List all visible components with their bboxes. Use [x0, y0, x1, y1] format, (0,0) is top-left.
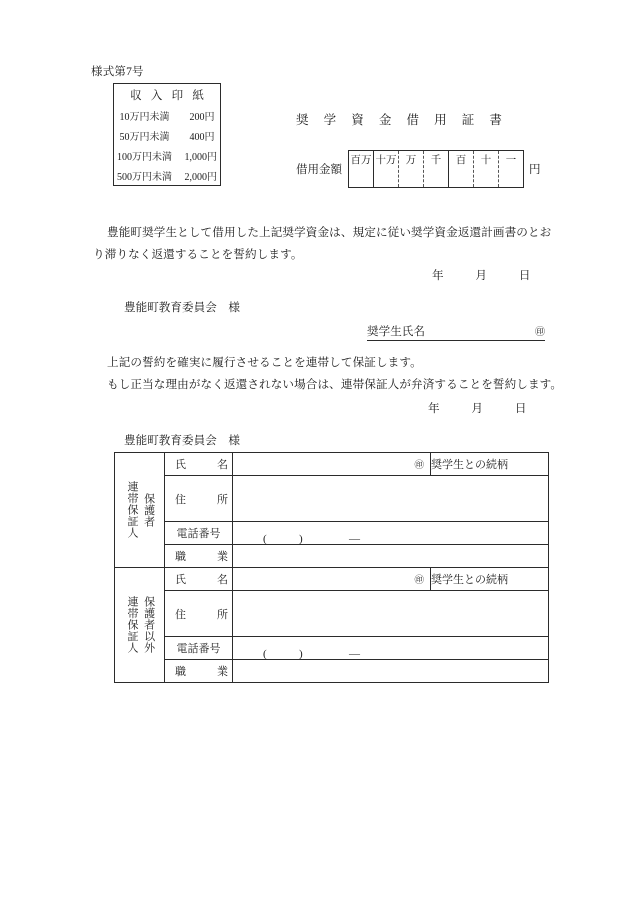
field-label-tel: [165, 637, 233, 660]
yen-suffix: 円: [529, 164, 541, 176]
pledge-text-line1: 豊能町奨学生として借用した上記奨学資金は、規定に従い奨学資金返還計画書のとお: [107, 226, 552, 239]
tel-paren-close: ): [299, 533, 303, 545]
field-label-name-text: 氏 名: [175, 459, 238, 471]
amount-cell-hundred-thousand[interactable]: 十万: [373, 151, 398, 187]
tel-input-2[interactable]: [233, 637, 549, 660]
tel-paren-open: (: [263, 648, 267, 660]
guarantee-text-line2: もし正当な理由がなく返還されない場合は、連帯保証人が弁済することを誓約します。: [107, 378, 563, 391]
amount-cell-million[interactable]: 百万: [350, 155, 372, 166]
field-label-address: [165, 591, 238, 637]
name-input-1[interactable]: [233, 453, 431, 476]
address-input-2[interactable]: [233, 591, 549, 637]
revenue-stamp-header: 収 入 印 紙: [130, 90, 208, 102]
table-row: [115, 660, 549, 683]
pledge-date-day: 日: [518, 269, 531, 282]
stamp-fee-amount: 200円: [189, 111, 215, 123]
field-label-job: [165, 660, 238, 683]
tel-paren-open: (: [263, 533, 267, 545]
loan-amount-label: 借用金額: [296, 164, 342, 176]
amount-cell-hundred[interactable]: 百: [448, 151, 473, 187]
table-row: [115, 568, 549, 591]
student-name-label: 奨学生氏名: [367, 325, 425, 338]
field-label-job-text: 職 業: [175, 551, 238, 563]
field-label-address-text: 住 所: [175, 608, 238, 621]
field-label-name: [165, 453, 238, 476]
job-input-2[interactable]: [233, 660, 549, 683]
stamp-fee-amount: 2,000円: [184, 171, 217, 183]
seal-icon: ㊞: [414, 461, 424, 471]
table-row: [115, 453, 549, 476]
table-row: [115, 591, 549, 637]
amount-cell-ten[interactable]: 十: [473, 151, 498, 187]
amount-cell-one[interactable]: 一: [498, 151, 523, 187]
stamp-fee-row: [114, 105, 220, 125]
amount-cell-thousand[interactable]: 千: [423, 151, 448, 187]
table-row: [115, 476, 549, 522]
guarantor-vertical-left: 連帯保証人: [126, 596, 138, 654]
guarantor-table: [114, 452, 549, 683]
guarantee-date-year: 年: [428, 402, 440, 415]
field-label-tel-text: 電話番号: [176, 528, 221, 540]
guarantor-vertical-right: 保護者以外: [142, 596, 155, 654]
relation-label-2: 奨学生との続柄: [431, 568, 549, 591]
seal-icon: ㊞: [535, 327, 545, 338]
table-row: [115, 522, 549, 545]
field-label-job: [165, 545, 238, 568]
field-label-name: [165, 568, 238, 591]
tel-paren-close: ): [299, 648, 303, 660]
tel-dash: —: [349, 533, 360, 545]
guarantee-date-day: 日: [514, 402, 527, 415]
amount-cell-ten-thousand[interactable]: 万: [398, 151, 423, 187]
table-row: [115, 545, 549, 568]
tel-input-1[interactable]: [233, 522, 549, 545]
stamp-fee-range: 50万円未満: [119, 131, 170, 143]
seal-icon: ㊞: [414, 576, 424, 586]
loan-amount-grid: [348, 150, 524, 188]
stamp-fee-row: [114, 145, 220, 165]
stamp-fee-amount: 400円: [189, 131, 215, 143]
stamp-fee-row: [114, 165, 220, 185]
page-title: 奨 学 資 金 借 用 証 書: [296, 113, 508, 127]
stamp-fee-range: 10万円未満: [119, 111, 170, 123]
name-input-2[interactable]: [233, 568, 431, 591]
table-row: [115, 637, 549, 660]
guarantee-date-line[interactable]: [428, 400, 526, 416]
pledge-date-month: 月: [475, 269, 488, 282]
student-signature-line[interactable]: [367, 323, 545, 341]
revenue-stamp-box: [113, 83, 221, 186]
guarantee-date-month: 月: [471, 402, 484, 415]
guarantor-vertical-left: 連帯保証人: [126, 481, 138, 539]
guarantor-type-cell-1: [115, 453, 165, 568]
stamp-fee-row: [114, 125, 220, 145]
pledge-date-line[interactable]: [432, 267, 530, 283]
pledge-addressee: 豊能町教育委員会 様: [124, 301, 240, 314]
guarantor-vertical-right: 保護者: [142, 492, 155, 528]
pledge-date-year: 年: [432, 269, 444, 282]
field-label-tel-text: 電話番号: [176, 643, 221, 655]
form-number: 様式第7号: [91, 66, 144, 78]
guarantee-text-line1: 上記の誓約を確実に履行させることを連帯して保証します。: [107, 356, 422, 369]
field-label-tel: [165, 522, 233, 545]
field-label-job-text: 職 業: [175, 666, 238, 678]
job-input-1[interactable]: [233, 545, 549, 568]
field-label-address-text: 住 所: [175, 493, 238, 506]
address-input-1[interactable]: [233, 476, 549, 522]
relation-label-1: 奨学生との続柄: [431, 453, 549, 476]
stamp-fee-range: 500万円未満: [117, 171, 172, 183]
guarantee-addressee: 豊能町教育委員会 様: [124, 434, 240, 447]
field-label-address: [165, 476, 238, 522]
field-label-name-text: 氏 名: [175, 574, 238, 586]
stamp-fee-amount: 1,000円: [184, 151, 217, 163]
loan-amount-row: [296, 150, 541, 188]
stamp-fee-range: 100万円未満: [117, 151, 172, 163]
pledge-text-line2: り滞りなく返還することを誓約します。: [93, 248, 303, 261]
guarantor-type-cell-2: [115, 568, 165, 683]
tel-dash: —: [349, 648, 360, 660]
